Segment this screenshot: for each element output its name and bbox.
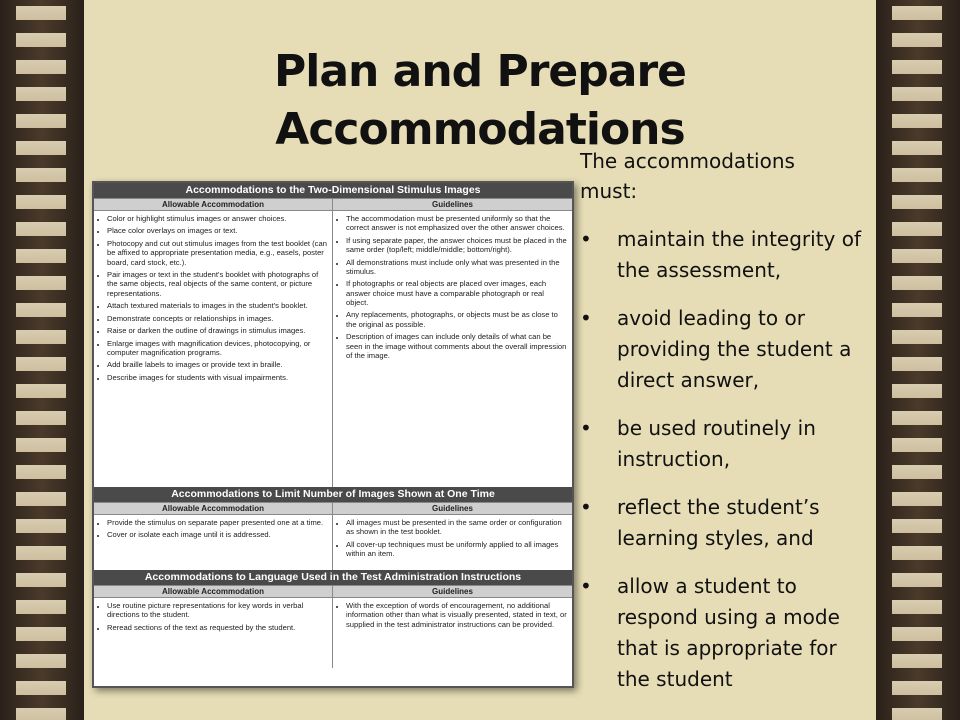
table-cell-item: • Reread sections of the text as requested by the student. bbox=[107, 623, 328, 632]
table-cell-item: • Describe images for students with visual impairments. bbox=[107, 373, 328, 382]
column-header-guidelines: Guidelines bbox=[432, 587, 473, 596]
slide-title-line2: Accommodations bbox=[275, 104, 685, 156]
intro-text: The accommodations must: bbox=[580, 149, 795, 203]
column-header-allowable: Allowable Accommodation bbox=[94, 199, 333, 210]
list-item-text: avoid leading to or providing the student a direct answer, bbox=[617, 306, 852, 392]
filmstrip-border-left bbox=[0, 0, 84, 720]
table-cell-item: • Attach textured materials to images in the student's booklet. bbox=[107, 301, 328, 310]
slide-title-line1: Plan and Prepare bbox=[273, 46, 686, 98]
table-section-heading: Accommodations to Language Used in the Test Administration Instructions bbox=[94, 570, 572, 585]
table-cell-item: • If photographs or real objects are placed over images, each answer choice must have a comparable photograph or real object. bbox=[346, 279, 568, 307]
column-header-guidelines: Guidelines bbox=[432, 200, 473, 209]
table-cell-item: • Use routine picture representations for key words in verbal directions to the student. bbox=[107, 601, 328, 620]
list-item bbox=[580, 413, 865, 475]
table-column-headers bbox=[94, 585, 572, 598]
table-cell-item: • Add braille labels to images or provide text in braille. bbox=[107, 360, 328, 369]
table-cell-item: • Cover or isolate each image until it is addressed. bbox=[107, 530, 328, 539]
table-section-body bbox=[94, 598, 572, 668]
table-cell-item: • Pair images or text in the student's booklet with photographs of the same objects, real objects of the same content, or picture representations. bbox=[107, 270, 328, 298]
list-item bbox=[580, 492, 865, 554]
list-item-text: reflect the student’s learning styles, and bbox=[617, 495, 820, 550]
table-column-headers bbox=[94, 502, 572, 515]
slide-title bbox=[160, 43, 800, 159]
list-item bbox=[580, 571, 865, 695]
list-item-text: be used routinely in instruction, bbox=[617, 416, 816, 471]
table-cell-item: • If using separate paper, the answer choices must be placed in the same order (top/left; middle/middle; bottom/right). bbox=[346, 236, 568, 255]
column-header-allowable: Allowable Accommodation bbox=[94, 586, 333, 597]
table-cell-item: • All cover-up techniques must be uniformly applied to all images within an item. bbox=[346, 540, 568, 559]
table-cell-item: • Raise or darken the outline of drawings in stimulus images. bbox=[107, 326, 328, 335]
table-cell-item: • Any replacements, photographs, or objects must be as close to the original as possible. bbox=[346, 310, 568, 329]
bullet-icon: • bbox=[580, 574, 592, 598]
column-header-guidelines: Guidelines bbox=[432, 504, 473, 513]
requirements-list bbox=[580, 224, 865, 712]
column-header-allowable: Allowable Accommodation bbox=[94, 503, 333, 514]
table-cell-item: • All demonstrations must include only what was presented in the stimulus. bbox=[346, 258, 568, 277]
table-cell-item: • The accommodation must be presented uniformly so that the correct answer is not emphasized over the other answer choices. bbox=[346, 214, 568, 233]
bullet-icon: • bbox=[580, 306, 592, 330]
table-cell-item: • Demonstrate concepts or relationships in images. bbox=[107, 314, 328, 323]
accommodations-table-image bbox=[92, 181, 574, 688]
list-item bbox=[580, 224, 865, 286]
table-section-heading: Accommodations to the Two-Dimensional Stimulus Images bbox=[94, 183, 572, 198]
table-cell-item: • All images must be presented in the same order or configuration as shown in the test booklet. bbox=[346, 518, 568, 537]
list-item-text: maintain the integrity of the assessment, bbox=[617, 227, 862, 282]
table-cell-item: • With the exception of words of encouragement, no additional information other than what is visually presented, stated in text, or supplied in the test administrator instructions can be provided. bbox=[346, 601, 568, 629]
bullet-icon: • bbox=[580, 227, 592, 251]
table-section-heading: Accommodations to Limit Number of Images Shown at One Time bbox=[94, 487, 572, 502]
table-cell-item: • Description of images can include only details of what can be seen in the image without comments about the overall impression of the image. bbox=[346, 332, 568, 360]
list-item bbox=[580, 303, 865, 396]
table-column-headers bbox=[94, 198, 572, 211]
list-item-text: allow a student to respond using a mode that is appropriate for the student bbox=[617, 574, 840, 691]
table-cell-item: • Enlarge images with magnification devices, photocopying, or computer magnification programs. bbox=[107, 339, 328, 358]
table-cell-item: • Place color overlays on images or text. bbox=[107, 226, 328, 235]
table-cell-item: • Photocopy and cut out stimulus images from the test booklet (can be affixed to appropriate presentation media, e.g., easels, poster board, card stock, etc.). bbox=[107, 239, 328, 267]
bullet-icon: • bbox=[580, 416, 592, 440]
filmstrip-border-right bbox=[876, 0, 960, 720]
table-cell-item: • Provide the stimulus on separate paper presented one at a time. bbox=[107, 518, 328, 527]
table-section-body bbox=[94, 211, 572, 487]
table-section-body bbox=[94, 515, 572, 570]
table-cell-item: • Color or highlight stimulus images or answer choices. bbox=[107, 214, 328, 223]
bullet-icon: • bbox=[580, 495, 592, 519]
